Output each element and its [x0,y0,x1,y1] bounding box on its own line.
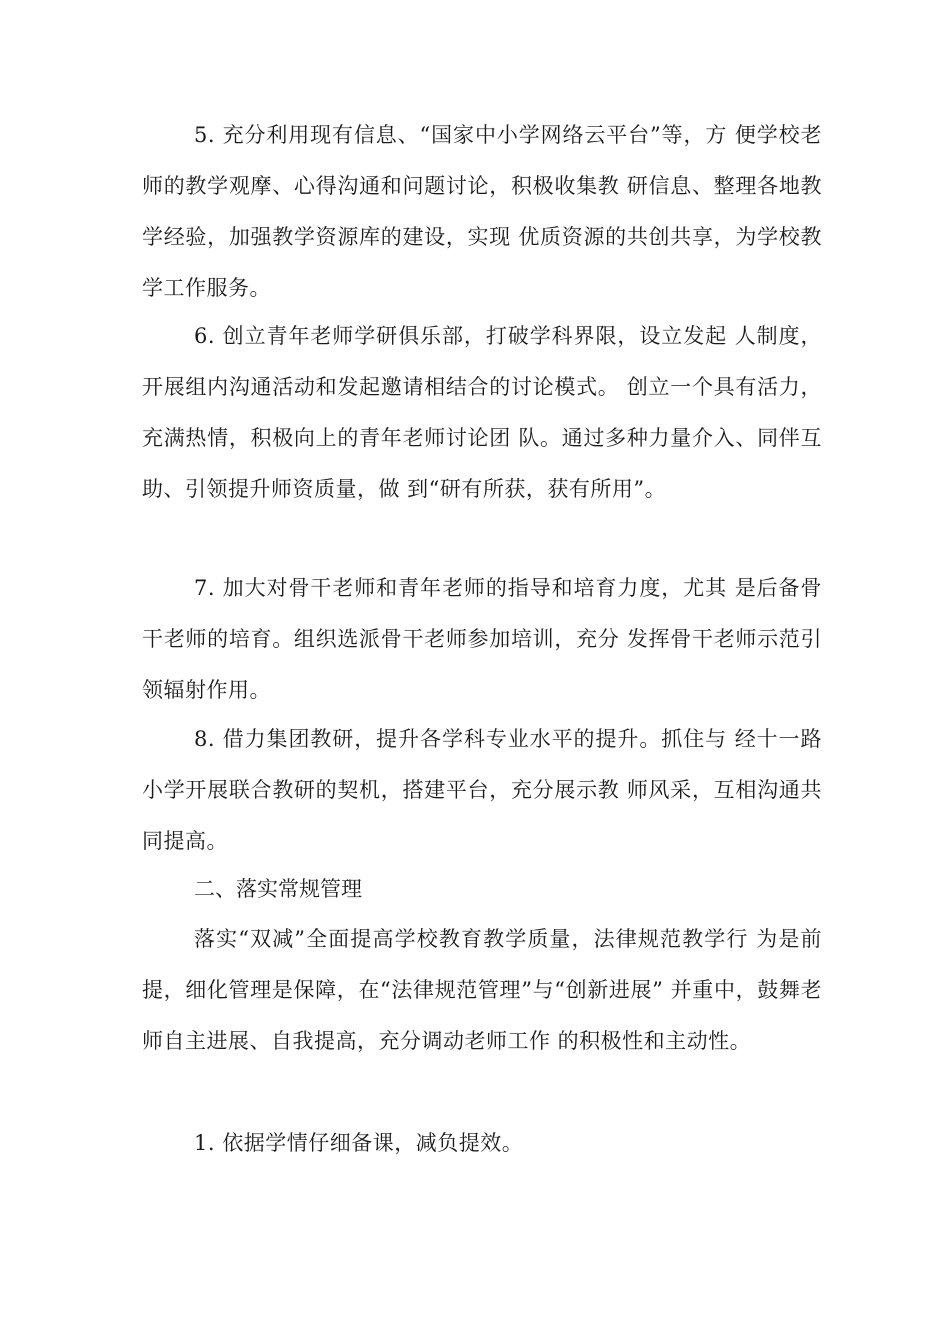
paragraph-item-7: 7. 加大对骨干老师和青年老师的指导和培育力度，尤其 是后备骨干老师的培育。组织选派骨干老师参加培训，充分 发挥骨干老师示范引领辐射作用。 [142,576,822,702]
paragraph-item-1: 1. 依据学情仔细备课，减负提效。 [194,1131,524,1155]
paragraph-item-8: 8. 借力集团教研，提升各学科专业水平的提升。抓住与 经十一路小学开展联合教研的契机，搭建平台，充分展示教 师风采，互相沟通共同提高。 [142,727,822,853]
paragraph-item-6: 6. 创立青年老师学研俱乐部，打破学科界限，设立发起 人制度，开展组内沟通活动和发起邀请相结合的讨论模式。 创立一个具有活力，充满热情，积极向上的青年老师讨论团 队。通过多种力量介入、同伴互助、引领提升师资质量，做 到“研有所获，获有所用”。 [142,324,822,501]
paragraph-item-5: 5. 充分利用现有信息、“国家中小学网络云平台”等，方 便学校老师的教学观摩、心得沟通和问题讨论，积极收集教 研信息、整理各地教学经验，加强教学资源库的建设，实现 优质资源的共创共享，为学校教学工作服务。 [142,123,822,300]
section-heading: 二、落实常规管理 [194,877,362,901]
paragraph-section-intro: 落实“双减”全面提高学校教育教学质量，法律规范教学行 为是前提，细化管理是保障，在“法律规范管理”与“创新进展” 并重中，鼓舞老师自主进展、自我提高，充分调动老师工作 的积极性和主动性。 [142,927,822,1053]
